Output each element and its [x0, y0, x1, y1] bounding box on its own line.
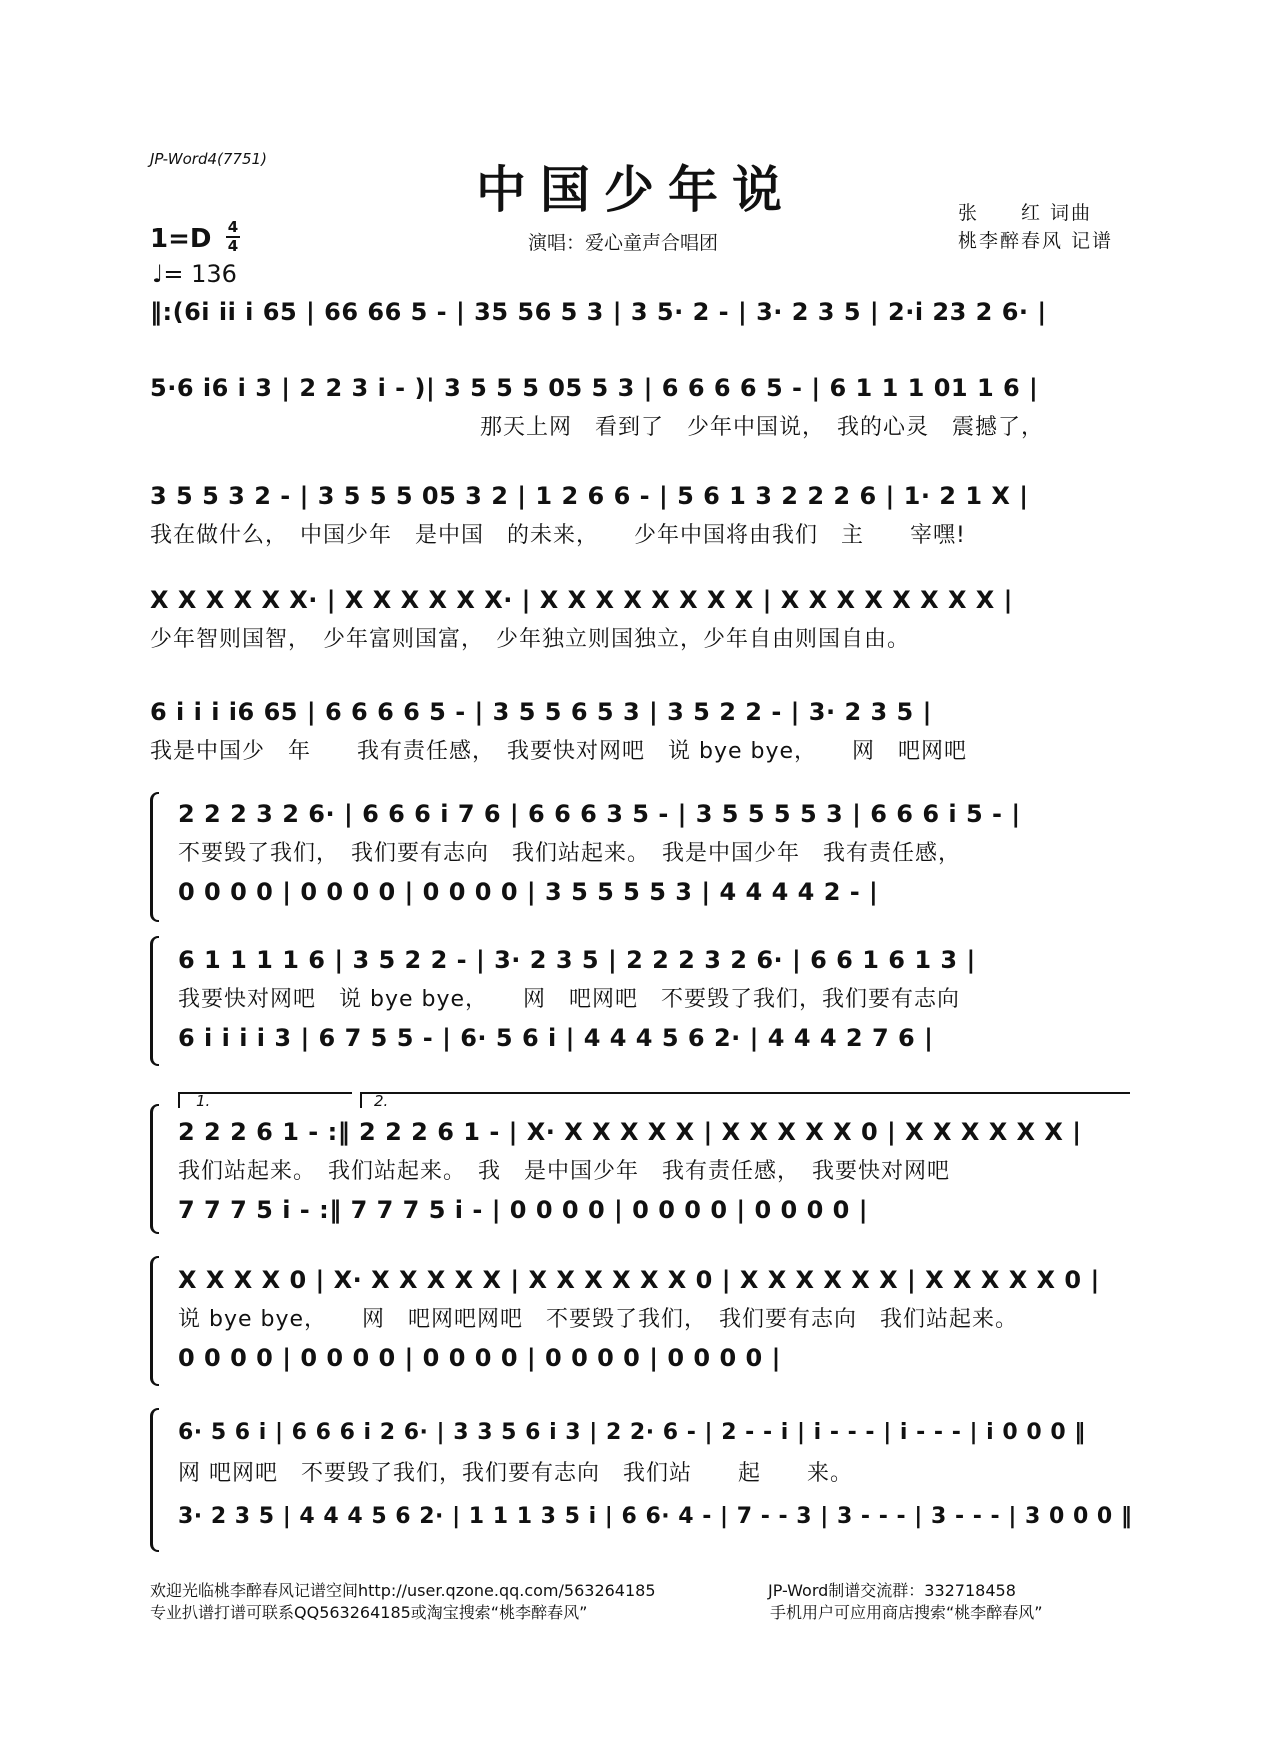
system-brace — [150, 1256, 159, 1386]
transcriber-credit: 桃李醉春风 记谱 — [958, 230, 1114, 252]
quarter-note-icon: ♩ — [152, 260, 164, 288]
score-row-14: 6· 5 6 i | 6 6 6 i 2 6· | 3 3 5 6 i 3 | 2 2· 6 - | 2 - - i | i - - - | i - - - | i 0 0 0 ‖ — [178, 1420, 1086, 1445]
time-signature-top: 4 — [227, 218, 239, 236]
volta-2-label: 2. — [374, 1092, 389, 1110]
software-label: JP-Word4(7751) — [150, 150, 267, 168]
footer-contact: 专业扒谱打谱可联系QQ563264185或淘宝搜索“桃李醉春风” — [150, 1603, 588, 1622]
lyric-row-6: 不要毁了我们， 我们要有志向 我们站起来。 我是中国少年 我有责任感， — [178, 841, 962, 866]
lyric-row-2: 那天上网 看到了 少年中国说， 我的心灵 震撼了， — [480, 415, 1045, 440]
footer-group: JP-Word制谱交流群：332718458 — [768, 1581, 1016, 1600]
score-row-15: 3· 2 3 5 | 4 4 4 5 6 2· | 1 1 1 3 5 i | 6 6· 4 - | 7 - - 3 | 3 - - - | 3 - - - | 3 0 0 0 ‖ — [178, 1504, 1133, 1529]
footer-website: 欢迎光临桃李醉春风记谱空间http://user.qzone.qq.com/563264185 — [150, 1581, 656, 1600]
score-row-8: 6 1 1 1 1 6 | 3 5 2 2 - | 3· 2 3 5 | 2 2 2 3 2 6· | 6 6 1 6 1 3 | — [178, 946, 976, 974]
lyric-row-5: 我是中国少 年 我有责任感， 我要快对网吧 说 bye bye， 网 吧网吧 — [150, 739, 968, 764]
score-row-5: 6 i i i i6 65 | 6 6 6 6 5 - | 3 5 5 6 5 3 | 3 5 2 2 - | 3· 2 3 5 | — [150, 698, 932, 726]
lyric-row-3: 我在做什么， 中国少年 是中国 的未来， 少年中国将由我们 主 宰嘿! — [150, 523, 966, 548]
lyric-row-14: 网 吧网吧 不要毁了我们，我们要有志向 我们站 起 来。 — [178, 1461, 853, 1486]
lyric-row-4: 少年智则国智， 少年富则国富， 少年独立则国独立，少年自由则国自由。 — [150, 627, 911, 652]
score-row-2: 5·6 i6 i 3 | 2 2 3 i - )| 3 5 5 5 05 5 3 | 6 6 6 6 5 - | 6 1 1 1 01 1 6 | — [150, 374, 1039, 402]
score-row-12: X X X X 0 | X· X X X X X | X X X X X X 0 | X X X X X X | X X X X X 0 | — [178, 1266, 1100, 1294]
tempo-marking — [152, 260, 237, 288]
lyric-row-12: 说 bye bye， 网 吧网吧网吧 不要毁了我们， 我们要有志向 我们站起来。 — [178, 1307, 1019, 1332]
volta-1-label: 1. — [196, 1092, 211, 1110]
performer-label: 演唱：爱心童声合唱团 — [528, 232, 719, 254]
lyric-row-10: 我们站起来。 我们站起来。 我 是中国少年 我有责任感， 我要快对网吧 — [178, 1159, 951, 1184]
score-row-11: 7 7 7 5 i - :‖ 7 7 7 5 i - | 0 0 0 0 | 0 0 0 0 | 0 0 0 0 | — [178, 1196, 868, 1224]
key-signature: 1=D — [150, 224, 212, 254]
score-row-4: X X X X X X· | X X X X X X· | X X X X X X X X | X X X X X X X X | — [150, 586, 1013, 614]
score-row-6: 2 2 2 3 2 6· | 6 6 6 i 7 6 | 6 6 6 3 5 - | 3 5 5 5 5 3 | 6 6 6 i 5 - | — [178, 800, 1021, 828]
system-brace — [150, 1104, 159, 1234]
song-title: 中国少年说 — [476, 160, 796, 219]
footer-app: 手机用户可应用商店搜索“桃李醉春风” — [770, 1603, 1043, 1622]
system-brace — [150, 1408, 159, 1552]
lyric-row-8: 我要快对网吧 说 bye bye， 网 吧网吧 不要毁了我们，我们要有志向 — [178, 987, 961, 1012]
system-brace — [150, 936, 159, 1066]
score-row-3: 3 5 5 3 2 - | 3 5 5 5 05 3 2 | 1 2 6 6 - | 5 6 1 3 2 2 2 6 | 1· 2 1 X | — [150, 482, 1029, 510]
composer-credit: 张 红 词曲 — [958, 202, 1093, 224]
score-row-9: 6 i i i i 3 | 6 7 5 5 - | 6· 5 6 i | 4 4 4 5 6 2· | 4 4 4 2 7 6 | — [178, 1024, 934, 1052]
score-row-1: ‖:(6i ii i 65 | 66 66 5 - | 35 56 5 3 | 3 5· 2 - | 3· 2 3 5 | 2·i 23 2 6· | — [150, 298, 1047, 326]
time-signature — [226, 220, 240, 254]
system-brace — [150, 792, 159, 922]
score-row-13: 0 0 0 0 | 0 0 0 0 | 0 0 0 0 | 0 0 0 0 | 0 0 0 0 | — [178, 1344, 781, 1372]
score-row-10: 2 2 2 6 1 - :‖ 2 2 2 6 1 - | X· X X X X X | X X X X X 0 | X X X X X X | — [178, 1118, 1082, 1146]
tempo-value: = 136 — [163, 260, 237, 288]
time-signature-bottom: 4 — [227, 237, 239, 255]
score-row-7: 0 0 0 0 | 0 0 0 0 | 0 0 0 0 | 3 5 5 5 5 3 | 4 4 4 4 2 - | — [178, 878, 879, 906]
volta-2-bracket — [360, 1092, 1130, 1108]
